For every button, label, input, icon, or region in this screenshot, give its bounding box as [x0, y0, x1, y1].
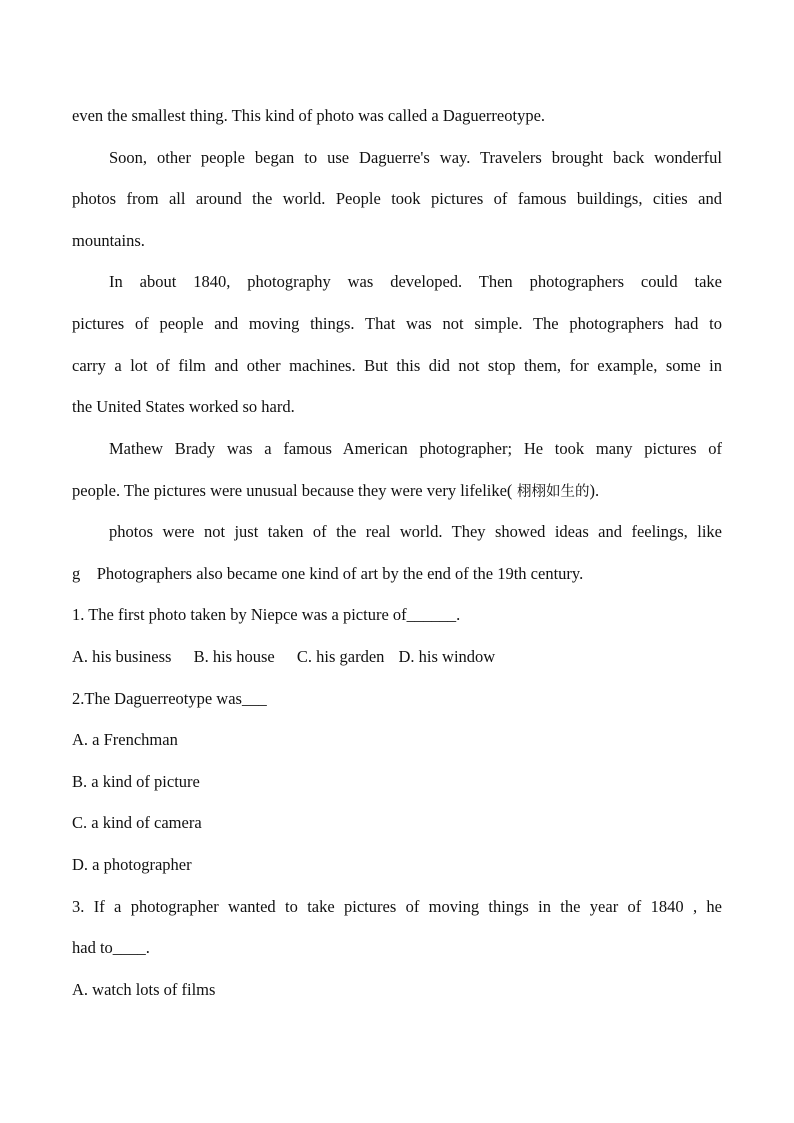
passage-line-5: In about 1840, photography was developed. Then photographers could take — [109, 272, 722, 291]
question-3-stem-line-2: had to____. — [72, 938, 150, 957]
question-3-stem-line-1: 3. If a photographer wanted to take pictures of moving things in the year of 1840 , he — [72, 897, 722, 916]
passage-line-1: even the smallest thing. This kind of photo was called a Daguerreotype. — [72, 106, 546, 125]
passage-line-6: pictures of people and moving things. That was not simple. The photographers had to — [72, 314, 722, 333]
question-2-option-d: D. a photographer — [72, 855, 192, 874]
question-1-option-c: C. his garden — [296, 647, 385, 666]
question-1-option-b: B. his house — [193, 647, 275, 666]
question-2-option-a: A. a Frenchman — [72, 730, 178, 749]
passage-line-4: mountains. — [72, 231, 145, 250]
passage-line-10-text: people. The pictures were unusual because they were very lifelike( — [72, 481, 513, 500]
question-3-option-a: A. watch lots of films — [72, 980, 216, 999]
passage-line-2: Soon, other people began to use Daguerre's way. Travelers brought back wonderful — [109, 148, 722, 167]
passage-line-7: carry a lot of film and other machines. But this did not stop them, for example, some in — [72, 356, 722, 375]
passage-line-11: photos were not just taken of the real world. They showed ideas and feelings, like — [109, 522, 722, 541]
passage-line-10-end: ). — [589, 481, 600, 500]
passage-line-10 — [72, 480, 722, 503]
chinese-gloss: 栩栩如生的 — [512, 484, 590, 500]
question-2-option-b: B. a kind of picture — [72, 772, 200, 791]
passage-line-8: the United States worked so hard. — [72, 397, 295, 416]
question-1-option-d: D. his window — [398, 647, 496, 666]
question-1-stem: 1. The first photo taken by Niepce was a picture of______. — [72, 605, 461, 624]
passage-line-3: photos from all around the world. People took pictures of famous buildings, cities and — [72, 189, 722, 208]
question-1-options — [72, 646, 722, 668]
question-2-stem: 2.The Daguerreotype was___ — [72, 689, 267, 708]
passage-line-9: Mathew Brady was a famous American photographer; He took many pictures of — [109, 439, 722, 458]
question-2-option-c: C. a kind of camera — [72, 813, 202, 832]
passage-line-12: g Photographers also became one kind of art by the end of the 19th century. — [72, 564, 584, 583]
question-1-option-a: A. his business — [72, 647, 172, 666]
